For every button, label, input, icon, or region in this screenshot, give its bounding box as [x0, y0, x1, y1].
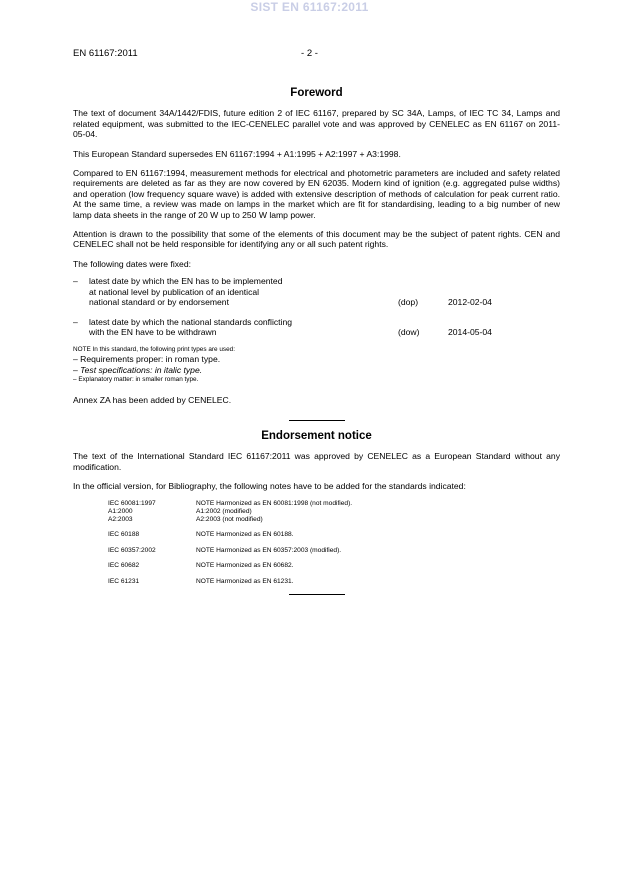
bibliography-note	[196, 500, 560, 523]
bibliography-notes	[108, 500, 560, 585]
bibliography-row	[108, 547, 560, 555]
date-item-dow	[73, 317, 560, 338]
bibliography-standard	[108, 500, 196, 523]
date-code: (dop)	[398, 297, 419, 308]
standard-line: IEC 60081:1997	[108, 500, 156, 508]
page-number: - 2 -	[301, 48, 318, 59]
bibliography-row	[108, 531, 560, 539]
document-id: EN 61167:2011	[73, 48, 138, 59]
bibliography-row	[108, 562, 560, 570]
note-requirements: – Requirements proper: in roman type.	[73, 354, 221, 365]
note-test-text: Test specifications: in italic type.	[80, 365, 203, 376]
foreword-title: Foreword	[290, 87, 343, 99]
date-item-dop	[73, 276, 560, 307]
note-line: A1:2002 (modified)	[196, 507, 252, 515]
annex-statement: Annex ZA has been added by CENELEC.	[73, 395, 232, 406]
foreword-paragraph-3: Compared to EN 61167:1994, measurement methods for electrical and photometric parameters are included and safety related requirements are deleted as far as they are now covered by EN 62035. Modern kind of ignition (e.g. aggregated pulse widths) and operation (low frequency square wave) is added with extensive description of methods of calculation for peak current ratio. At the same time, a review was made on lamps in the market which are fit for standardising, leading to a big number of new lamp data sheets in the range of 20 W up to 250 W lamp power.	[73, 168, 560, 220]
print-type-notes	[73, 346, 560, 384]
bibliography-standard: IEC 61231	[108, 577, 140, 585]
date-value: 2012-02-04	[448, 297, 492, 308]
watermark: SIST EN 61167:2011	[250, 0, 369, 14]
foreword-paragraph-1: The text of document 34A/1442/FDIS, future edition 2 of IEC 61167, prepared by SC 34A, Lamps, of IEC TC 34, Lamps and related equipment, was submitted to the IEC-CENELEC parallel vote and was approved by CENELEC as EN 61167 on 2011-05-04.	[73, 108, 560, 140]
bibliography-row	[108, 578, 560, 586]
bibliography-note: NOTE Harmonized as EN 60188.	[196, 531, 294, 539]
bibliography-row	[108, 500, 560, 523]
date-description-line: latest date by which the national standards conflicting	[89, 316, 293, 327]
endorsement-paragraph-1: The text of the International Standard IEC 61167:2011 was approved by CENELEC as a European Standard without any modification.	[73, 451, 560, 472]
note-test-specifications	[73, 365, 560, 376]
note-explanatory: – Explanatory matter: in smaller roman type.	[73, 376, 199, 384]
list-dash: –	[73, 276, 78, 287]
date-description-line: latest date by which the EN has to be implemented	[89, 276, 283, 287]
section-divider-bottom	[289, 594, 345, 595]
endorsement-title: Endorsement notice	[261, 429, 372, 442]
bibliography-note: NOTE Harmonized as EN 61231.	[196, 577, 294, 585]
date-description	[89, 317, 354, 338]
date-description	[89, 276, 354, 307]
bibliography-standard: IEC 60682	[108, 562, 140, 570]
date-code: (dow)	[398, 326, 420, 337]
endorsement-paragraph-2: In the official version, for Bibliography, the following notes have to be added for the standards indicated:	[73, 480, 466, 491]
note-intro: NOTE In this standard, the following print types are used:	[73, 346, 235, 354]
note-line: NOTE Harmonized as EN 60081:1998 (not modified).	[196, 500, 353, 508]
bibliography-standard: IEC 60357:2002	[108, 546, 156, 554]
bibliography-standard: IEC 60188	[108, 531, 140, 539]
foreword-paragraph-2: This European Standard supersedes EN 61167:1994 + A1:1995 + A2:1997 + A3:1998.	[73, 148, 401, 159]
dates-intro: The following dates were fixed:	[73, 258, 191, 269]
note-line: A2:2003 (not modified)	[196, 515, 263, 523]
list-dash: –	[73, 316, 78, 327]
foreword-paragraph-4: Attention is drawn to the possibility that some of the elements of this document may be the subject of patent rights. CEN and CENELEC shall not be held responsible for identifying any or all such patent rights.	[73, 229, 560, 250]
bibliography-note: NOTE Harmonized as EN 60357:2003 (modified).	[196, 546, 342, 554]
bibliography-note: NOTE Harmonized as EN 60682.	[196, 562, 294, 570]
date-description-line: national standard or by endorsement	[89, 297, 229, 308]
note-test-prefix: –	[73, 365, 81, 376]
standard-line: A1:2000	[108, 507, 133, 515]
section-divider	[289, 420, 345, 421]
page-content	[73, 88, 560, 605]
standard-line: A2:2003	[108, 515, 133, 523]
date-description-line: with the EN have to be withdrawn	[89, 326, 217, 337]
date-value: 2014-05-04	[448, 326, 492, 337]
date-description-line: at national level by publication of an identical	[89, 286, 260, 297]
